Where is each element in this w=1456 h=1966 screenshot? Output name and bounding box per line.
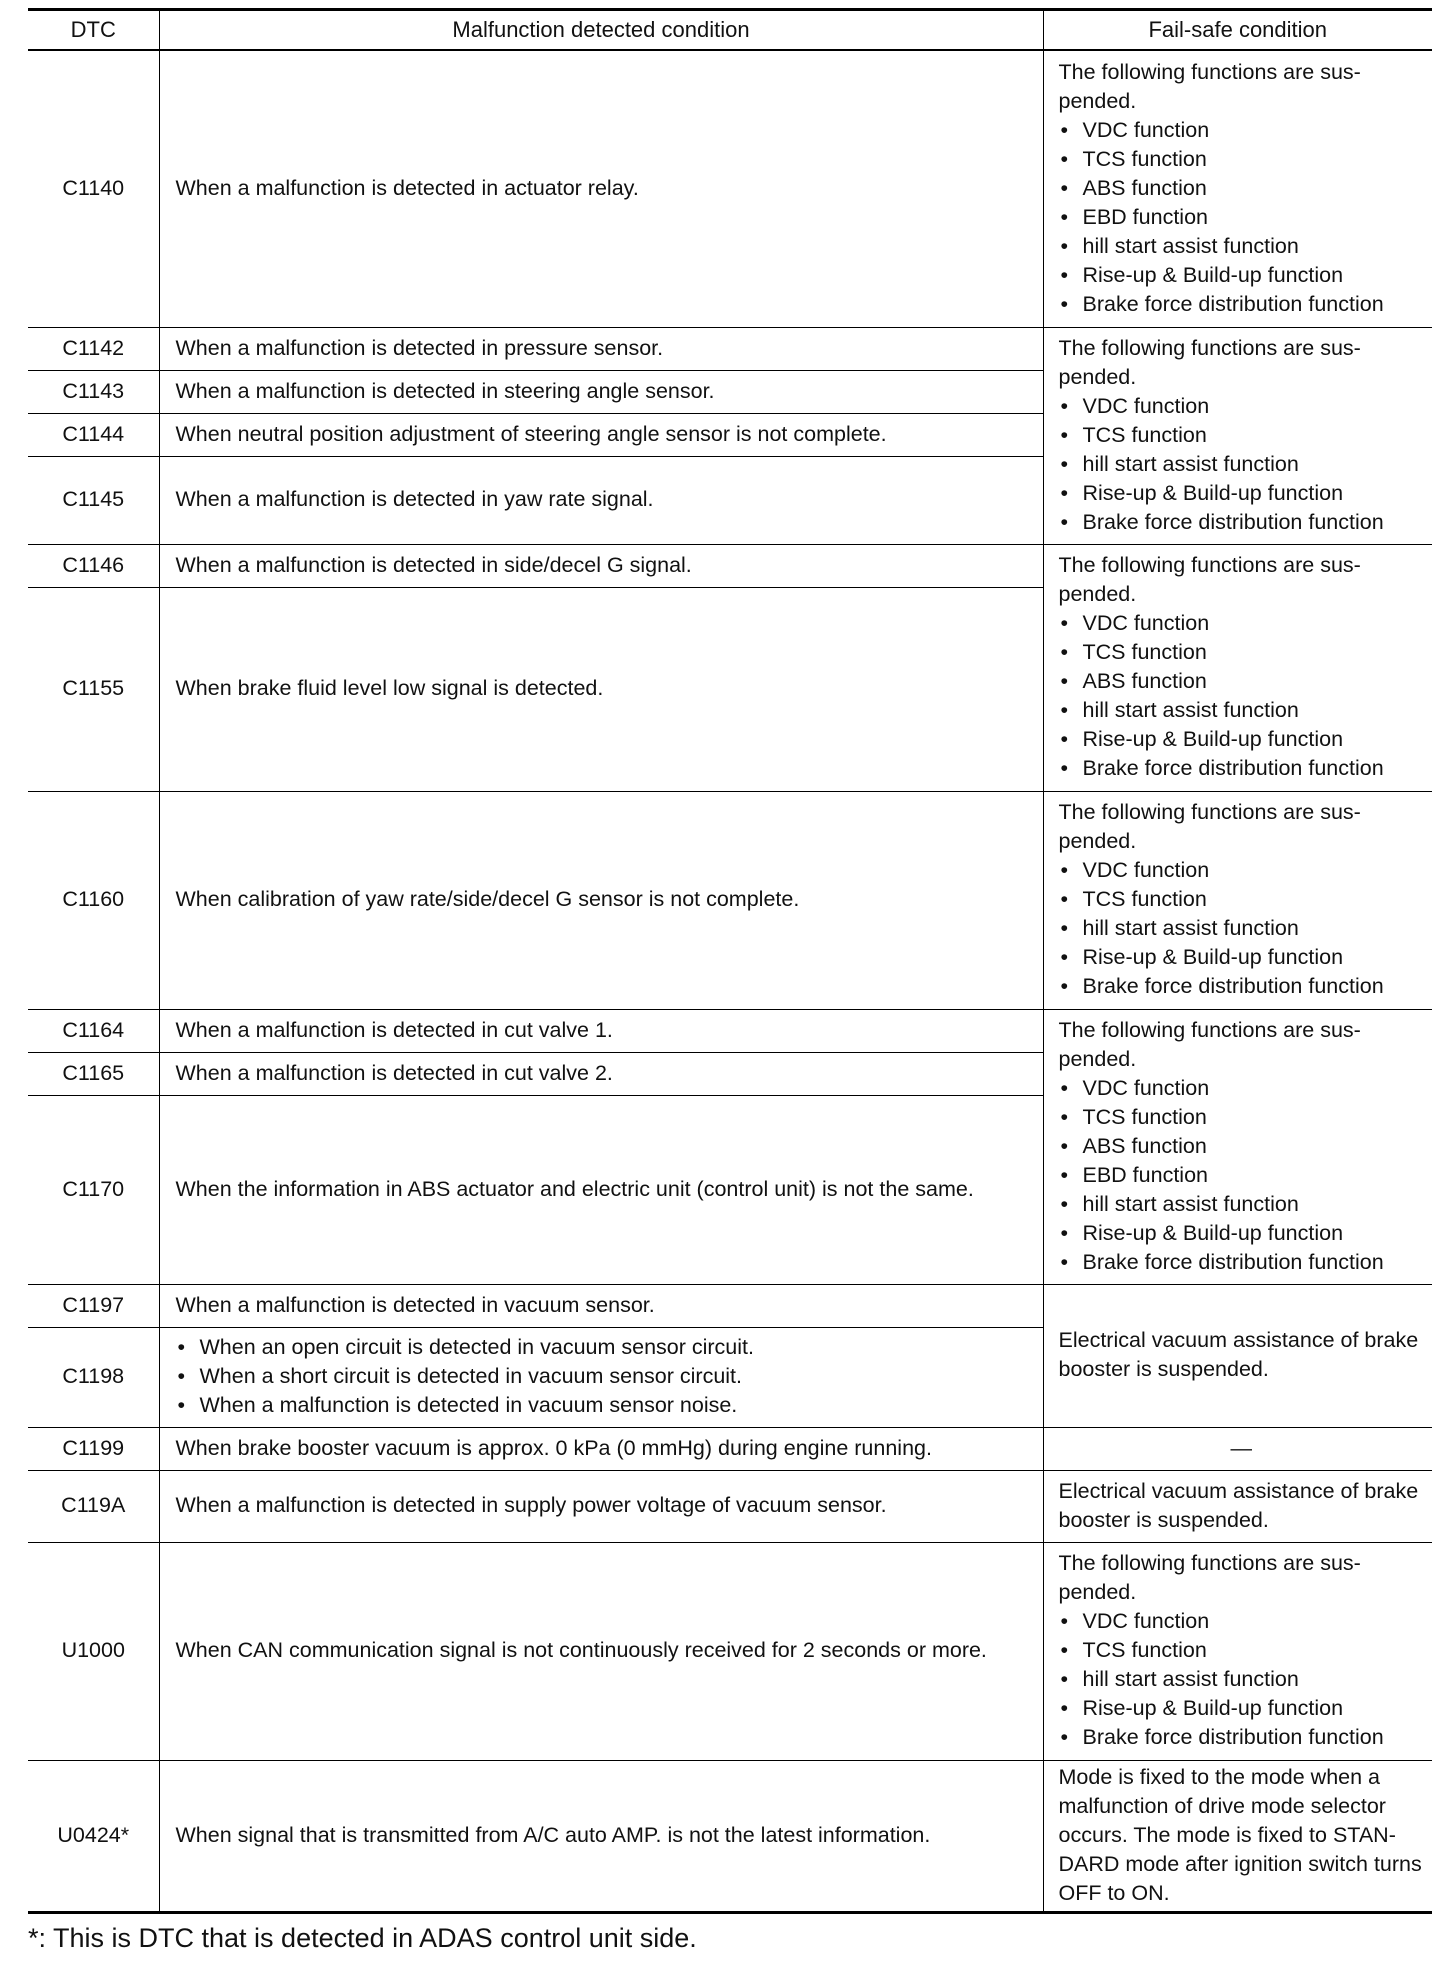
list-item: • TCS function [1059, 145, 1425, 174]
condition-cell: When a malfunction is detected in pressure sensor. [159, 327, 1043, 370]
list-item: • Brake force distribution function [1059, 1723, 1425, 1752]
table-row [28, 50, 1432, 327]
list-item: • ABS function [1059, 1132, 1425, 1161]
dtc-code: C119A [28, 1470, 159, 1542]
failsafe-cell: Mode is fixed to the mode when a malfunction of drive mode selector occurs. The mode is fixed to STAN-DARD mode after ignition switch turns OFF to ON. [1043, 1760, 1432, 1912]
table-row [28, 544, 1432, 587]
failsafe-cell: Electrical vacuum assistance of brake booster is suspended. [1043, 1470, 1432, 1542]
list-item: • Rise-up & Build-up function [1059, 943, 1425, 972]
list-item: • When a malfunction is detected in vacuum sensor noise. [176, 1391, 1035, 1420]
condition-cell: When signal that is transmitted from A/C auto AMP. is not the latest information. [159, 1760, 1043, 1912]
list-item: • hill start assist function [1059, 696, 1425, 725]
table-row [28, 1284, 1432, 1327]
condition-cell: When a malfunction is detected in supply power voltage of vacuum sensor. [159, 1470, 1043, 1542]
failsafe-list [1059, 1607, 1425, 1752]
dtc-code: C1170 [28, 1095, 159, 1284]
condition-cell: When a malfunction is detected in yaw rate signal. [159, 456, 1043, 544]
header-condition: Malfunction detected condition [159, 10, 1043, 51]
list-item: • hill start assist function [1059, 1190, 1425, 1219]
table-row [28, 1427, 1432, 1470]
failsafe-list [1059, 856, 1425, 1001]
condition-cell: When brake fluid level low signal is detected. [159, 587, 1043, 791]
list-item: • When a short circuit is detected in vacuum sensor circuit. [176, 1362, 1035, 1391]
failsafe-cell [1043, 1009, 1432, 1284]
header-failsafe: Fail-safe condition [1043, 10, 1432, 51]
failsafe-cell [1043, 791, 1432, 1009]
list-item: • Brake force distribution function [1059, 290, 1425, 319]
failsafe-intro: The following functions are sus-pended. [1058, 800, 1361, 853]
list-item: • ABS function [1059, 667, 1425, 696]
failsafe-intro: The following functions are sus-pended. [1058, 1017, 1361, 1071]
failsafe-cell: Electrical vacuum assistance of brake booster is suspended. [1043, 1284, 1432, 1427]
table-row [28, 1470, 1432, 1542]
condition-list [176, 1333, 1035, 1420]
dtc-code: C1155 [28, 587, 159, 791]
condition-cell: When CAN communication signal is not continuously received for 2 seconds or more. [159, 1542, 1043, 1760]
table-row [28, 791, 1432, 1009]
list-item: • Brake force distribution function [1059, 1248, 1425, 1277]
table-row [28, 1009, 1432, 1052]
list-item: • Brake force distribution function [1059, 508, 1425, 537]
table-row [28, 1760, 1432, 1912]
condition-cell [159, 1327, 1043, 1427]
table-row [28, 327, 1432, 370]
dtc-table [28, 8, 1432, 1914]
list-item: • Brake force distribution function [1059, 972, 1425, 1001]
list-item: • hill start assist function [1059, 914, 1425, 943]
table-header-row [28, 10, 1432, 51]
list-item: • Rise-up & Build-up function [1059, 1694, 1425, 1723]
header-dtc: DTC [28, 10, 159, 51]
list-item: • hill start assist function [1059, 232, 1425, 261]
list-item: • EBD function [1059, 203, 1425, 232]
dtc-code: C1197 [28, 1284, 159, 1327]
dtc-code: C1160 [28, 791, 159, 1009]
condition-cell: When neutral position adjustment of steering angle sensor is not complete. [159, 413, 1043, 456]
list-item: • VDC function [1059, 1607, 1425, 1636]
failsafe-cell [1043, 1542, 1432, 1760]
dtc-code: C1144 [28, 413, 159, 456]
list-item: • Brake force distribution function [1059, 754, 1425, 783]
condition-cell: When a malfunction is detected in vacuum sensor. [159, 1284, 1043, 1327]
list-item: • Rise-up & Build-up function [1059, 261, 1425, 290]
failsafe-intro: The following functions are sus-pended. [1058, 59, 1361, 113]
list-item: • TCS function [1059, 638, 1425, 667]
list-item: • VDC function [1059, 392, 1425, 421]
dtc-code: C1145 [28, 456, 159, 544]
failsafe-intro: The following functions are sus-pended. [1058, 335, 1361, 389]
dtc-code: C1165 [28, 1052, 159, 1095]
table-row [28, 1542, 1432, 1760]
failsafe-list [1059, 392, 1425, 537]
failsafe-list [1059, 609, 1425, 783]
list-item: • VDC function [1059, 856, 1425, 885]
failsafe-list [1059, 116, 1425, 319]
dtc-code: U1000 [28, 1542, 159, 1760]
list-item: • ABS function [1059, 174, 1425, 203]
list-item: • VDC function [1059, 116, 1425, 145]
list-item: • Rise-up & Build-up function [1059, 725, 1425, 754]
failsafe-cell [1043, 50, 1432, 327]
footnote: *: This is DTC that is detected in ADAS control unit side. [28, 1923, 697, 1953]
list-item: • VDC function [1059, 609, 1425, 638]
condition-cell: When a malfunction is detected in cut valve 1. [159, 1009, 1043, 1052]
condition-cell: When calibration of yaw rate/side/decel G sensor is not complete. [159, 791, 1043, 1009]
dtc-code: C1164 [28, 1009, 159, 1052]
failsafe-intro: The following functions are sus-pended. [1058, 553, 1361, 606]
list-item: • TCS function [1059, 1103, 1425, 1132]
condition-cell: When a malfunction is detected in actuator relay. [159, 50, 1043, 327]
failsafe-intro: The following functions are sus-pended. [1058, 1551, 1361, 1604]
condition-cell: When a malfunction is detected in steering angle sensor. [159, 370, 1043, 413]
list-item: • VDC function [1059, 1074, 1425, 1103]
condition-cell: When brake booster vacuum is approx. 0 kPa (0 mmHg) during engine running. [159, 1427, 1043, 1470]
list-item: • hill start assist function [1059, 450, 1425, 479]
condition-cell: When a malfunction is detected in side/decel G signal. [159, 544, 1043, 587]
failsafe-cell: — [1043, 1427, 1432, 1470]
dtc-code: U0424* [28, 1760, 159, 1912]
dtc-code: C1199 [28, 1427, 159, 1470]
failsafe-cell [1043, 544, 1432, 791]
dtc-code: C1143 [28, 370, 159, 413]
list-item: • TCS function [1059, 1636, 1425, 1665]
condition-cell: When the information in ABS actuator and electric unit (control unit) is not the same. [159, 1095, 1043, 1284]
dtc-code: C1146 [28, 544, 159, 587]
list-item: • hill start assist function [1059, 1665, 1425, 1694]
dtc-code: C1140 [28, 50, 159, 327]
list-item: • Rise-up & Build-up function [1059, 1219, 1425, 1248]
failsafe-list [1059, 1074, 1425, 1277]
list-item: • When an open circuit is detected in vacuum sensor circuit. [176, 1333, 1035, 1362]
dtc-code: C1142 [28, 327, 159, 370]
list-item: • TCS function [1059, 421, 1425, 450]
list-item: • EBD function [1059, 1161, 1425, 1190]
condition-cell: When a malfunction is detected in cut valve 2. [159, 1052, 1043, 1095]
list-item: • TCS function [1059, 885, 1425, 914]
dtc-code: C1198 [28, 1327, 159, 1427]
list-item: • Rise-up & Build-up function [1059, 479, 1425, 508]
failsafe-cell [1043, 327, 1432, 544]
